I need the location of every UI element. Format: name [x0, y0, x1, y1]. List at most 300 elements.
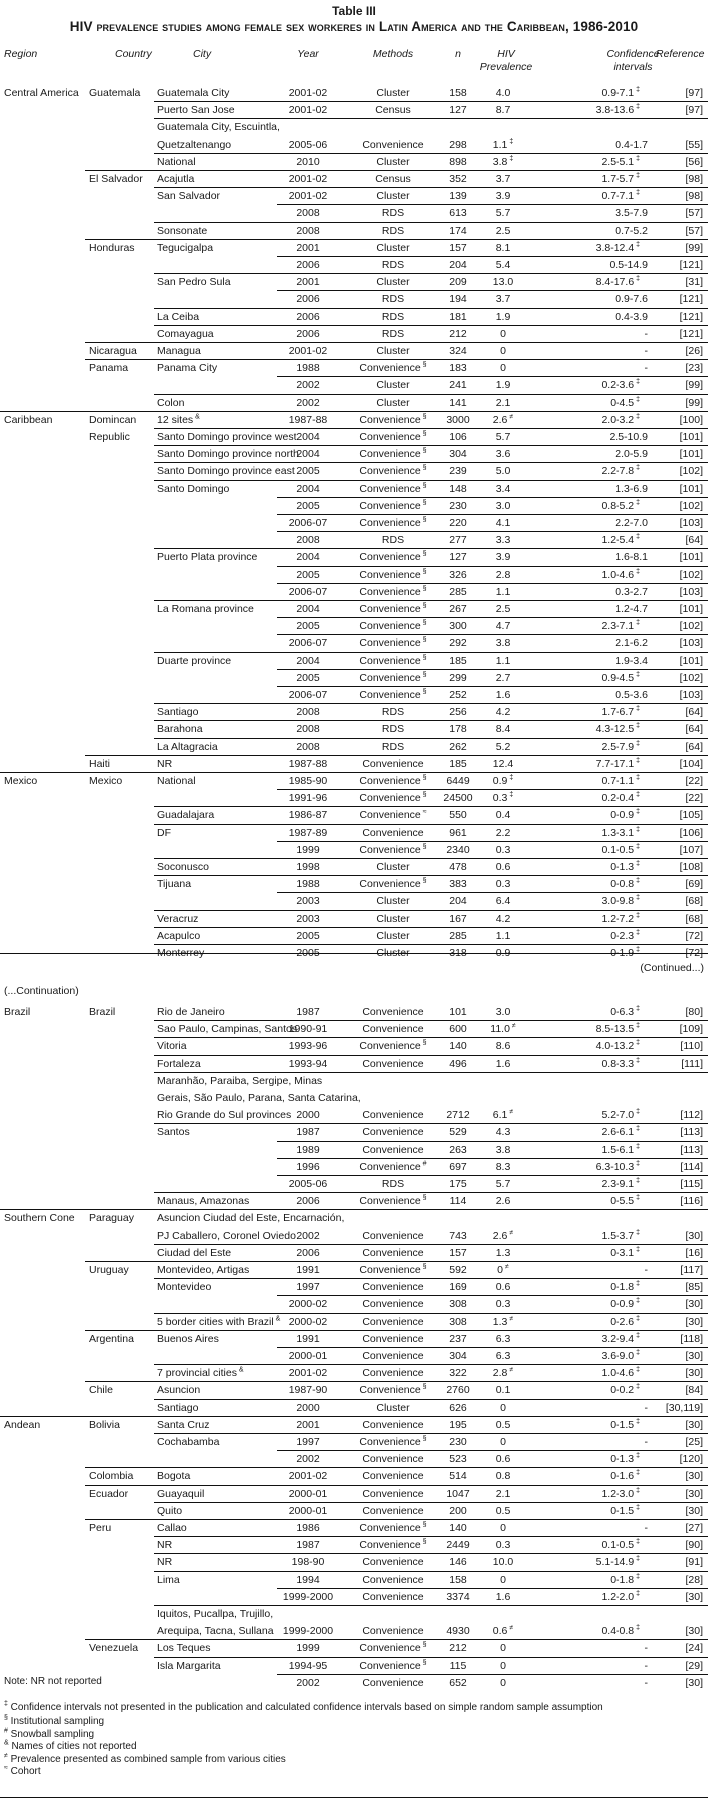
confidence-interval-cell [645, 1400, 649, 1416]
year-cell-text: 2000-01 [288, 1350, 328, 1362]
confidence-interval-cell [601, 1623, 640, 1639]
confidence-interval-cell-text: 0-0.2 [610, 1384, 635, 1397]
hiv-prevalence-cell [478, 463, 528, 479]
n-cell [433, 549, 483, 565]
method-cell-text: Convenience [359, 1659, 421, 1672]
city-cell-text: Santo Domingo [157, 482, 230, 495]
footnote-text: Prevalence presented as combined sample from various cities [7, 1753, 286, 1765]
city-cell-text: Cochabamba [157, 1436, 220, 1448]
method-cell-text: Convenience [362, 1229, 424, 1242]
method-cell [348, 739, 438, 755]
method-cell-text: Convenience [362, 1246, 424, 1259]
reference-cell [680, 670, 703, 686]
country-cell [89, 756, 110, 772]
hiv-prevalence-cell-text: 0.4 [495, 809, 511, 822]
year-cell [268, 1314, 348, 1330]
confidence-interval-cell [601, 618, 640, 634]
confidence-interval-cell [610, 1417, 640, 1433]
n-cell-text: 300 [449, 620, 467, 633]
confidence-interval-cell-text: - [644, 362, 648, 375]
method-footnote-marker: § [420, 619, 427, 627]
hiv-prevalence-cell [478, 618, 528, 634]
city-cell-text: Barahona [157, 723, 203, 736]
method-cell-text: Convenience [359, 585, 421, 598]
confidence-interval-cell [645, 1262, 649, 1278]
reference-cell-text: [114] [680, 1160, 703, 1173]
confidence-interval-cell [601, 704, 640, 720]
n-cell-text: 148 [449, 482, 467, 495]
confidence-interval-cell-text: - [644, 1642, 648, 1655]
confidence-interval-cell [601, 1056, 640, 1072]
reference-cell [680, 446, 703, 462]
header-year: Year [297, 48, 319, 60]
country-cell-text: Ecuador [89, 1487, 129, 1500]
confidence-interval-cell-text: 1.6-8.1 [615, 551, 648, 564]
city-cell [157, 859, 209, 875]
n-cell-text: 322 [449, 1367, 467, 1380]
country-cell-text: El Salvador [89, 173, 143, 185]
year-cell-text: 1994 [296, 1573, 320, 1586]
reference-cell [685, 1004, 703, 1020]
reference-cell-text: [102] [679, 671, 703, 684]
hiv-prevalence-cell [478, 188, 528, 204]
hiv-prevalence-cell [478, 1228, 528, 1244]
confidence-interval-cell-text: 1.5-6.1 [601, 1143, 635, 1156]
confidence-interval-cell [601, 85, 640, 101]
n-cell-text: 220 [449, 517, 467, 529]
method-footnote-marker: § [420, 1659, 427, 1667]
year-cell [268, 85, 348, 101]
hiv-prevalence-cell [478, 1056, 528, 1072]
year-cell [268, 739, 348, 755]
country-cell [89, 360, 128, 376]
reference-cell [685, 911, 703, 927]
hiv-prevalence-cell [478, 704, 528, 720]
year-cell [268, 1675, 348, 1691]
n-cell-text: 157 [449, 1246, 467, 1259]
reference-cell-text: [29] [685, 1659, 703, 1672]
confidence-interval-cell-text: 2.5-10.9 [609, 431, 648, 443]
ci-footnote-marker: ‡ [634, 1160, 640, 1168]
year-cell [268, 360, 348, 376]
country-cell-text: Panama [89, 362, 129, 375]
n-cell-text: 613 [449, 207, 467, 220]
n-cell [433, 1038, 483, 1054]
hiv-prevalence-cell [478, 291, 528, 307]
year-cell [268, 137, 348, 153]
method-cell [348, 291, 438, 307]
n-cell [433, 1623, 483, 1639]
reference-cell [685, 739, 703, 755]
country-cell [89, 1468, 133, 1484]
year-cell [268, 326, 348, 342]
reference-cell-text: [57] [685, 224, 703, 237]
year-cell [268, 1004, 348, 1020]
hiv-prevalence-cell-text: 3.8 [495, 1143, 511, 1156]
method-cell-text: Convenience [362, 826, 424, 839]
reference-cell-text: [120] [679, 1453, 703, 1466]
method-cell [348, 790, 438, 806]
header-methods: Methods [372, 48, 414, 60]
confidence-interval-cell-text: 0.4-1.7 [615, 138, 648, 151]
confidence-interval-cell [615, 584, 648, 600]
confidence-interval-cell-text: 3.2-9.4 [601, 1332, 635, 1345]
year-cell-text: 1996 [296, 1160, 320, 1173]
hiv-prevalence-cell [478, 1262, 528, 1278]
reference-cell-text: [25] [685, 1436, 703, 1448]
n-cell [433, 223, 483, 239]
reference-cell-text: [30] [685, 1350, 703, 1362]
reference-cell [685, 360, 703, 376]
confidence-interval-cell-text: 0.4-3.9 [615, 310, 648, 323]
confidence-interval-cell [601, 1348, 640, 1364]
year-cell-text: 2001-02 [288, 1470, 328, 1483]
method-footnote-marker: § [420, 499, 427, 507]
year-cell-text: 2000 [296, 1109, 320, 1122]
reference-cell [680, 498, 703, 514]
reference-cell [680, 1451, 703, 1467]
n-cell-text: 204 [449, 895, 467, 908]
confidence-interval-cell [601, 567, 640, 583]
reference-cell [685, 1520, 703, 1536]
reference-cell [680, 756, 703, 772]
method-cell [348, 377, 438, 393]
reference-cell-text: [121] [679, 293, 703, 306]
city-cell-text: Colon [157, 396, 185, 409]
reference-cell [680, 1176, 703, 1192]
method-cell-text: Convenience [359, 1642, 421, 1655]
confidence-interval-cell [601, 739, 640, 755]
year-cell-text: 2006 [296, 327, 320, 340]
method-cell [348, 463, 438, 479]
method-cell-text: Cluster [376, 241, 410, 254]
reference-cell-text: [16] [685, 1246, 703, 1259]
n-cell-text: 550 [449, 809, 467, 822]
hiv-prevalence-cell-text: 1.1 [495, 654, 511, 667]
confidence-interval-cell-text: 0.9-4.5 [601, 671, 635, 684]
confidence-interval-cell-text: 8.5-13.5 [595, 1023, 635, 1036]
method-footnote-marker: § [420, 688, 427, 696]
ci-footnote-marker: ‡ [634, 1504, 640, 1512]
hiv-prevalence-cell [478, 532, 528, 548]
method-cell [348, 601, 438, 617]
year-cell [268, 670, 348, 686]
method-cell [348, 1228, 438, 1244]
reference-cell-text: [30] [685, 1487, 703, 1500]
confidence-interval-cell [596, 1159, 640, 1175]
method-cell-text: Census [375, 173, 411, 185]
year-cell [268, 429, 348, 445]
city-cell-text: Asuncion [157, 1384, 201, 1397]
region-cell-text: Southern Cone [4, 1212, 75, 1225]
reference-cell-text: [80] [685, 1006, 703, 1018]
reference-cell [680, 412, 703, 428]
city-cell-text: Puerto San Jose [157, 104, 235, 117]
n-cell-text: 298 [449, 138, 467, 151]
country-cell [89, 85, 140, 101]
reference-cell-text: [55] [685, 138, 703, 151]
year-cell-text: 1993-96 [288, 1040, 328, 1053]
city-cell-text: Monterrey [157, 947, 205, 959]
reference-cell-text: [90] [685, 1539, 703, 1552]
footnote-symbol: ≠ [4, 1752, 8, 1760]
n-cell-text: 2449 [446, 1539, 470, 1552]
ci-footnote-marker: ‡ [634, 1487, 640, 1495]
reference-cell [685, 1503, 703, 1519]
n-cell-text: 299 [449, 671, 467, 684]
n-cell [433, 773, 483, 789]
year-cell-text: 1997 [296, 1281, 320, 1294]
n-cell-text: 529 [449, 1126, 467, 1139]
n-cell [433, 670, 483, 686]
n-cell [433, 1107, 483, 1123]
reference-cell-text: [64] [685, 534, 703, 547]
city-cell [157, 1572, 180, 1588]
method-cell-text: Convenience [359, 431, 421, 443]
confidence-interval-cell [601, 1142, 640, 1158]
city-cell [157, 171, 194, 187]
city-cell [157, 154, 196, 170]
confidence-interval-cell [645, 1675, 649, 1691]
hiv-prevalence-cell [478, 670, 528, 686]
method-cell-text: Cluster [376, 276, 410, 289]
n-cell-text: 158 [449, 87, 467, 99]
reference-cell [666, 1400, 703, 1416]
method-cell-text: Convenience [362, 1418, 424, 1431]
hiv-prevalence-cell-text: 8.1 [495, 241, 511, 254]
confidence-interval-cell-text: 0-1.6 [610, 1470, 635, 1483]
reference-cell [685, 893, 703, 909]
ci-footnote-marker: ‡ [634, 1125, 640, 1133]
n-cell [433, 739, 483, 755]
table-bottom-rule-part1 [0, 953, 708, 954]
method-cell [348, 1503, 438, 1519]
reference-cell [680, 635, 703, 651]
confidence-interval-cell-text: 0.2-0.4 [601, 792, 635, 805]
reference-cell [685, 1417, 703, 1433]
hiv-footnote-marker: ‡ [507, 791, 514, 799]
country-cell [89, 1640, 138, 1656]
city-cell-text: Isla Margarita [157, 1659, 221, 1672]
hiv-prevalence-cell [478, 360, 528, 376]
reference-cell-text: [121] [679, 259, 703, 271]
method-cell-text: Convenience [359, 878, 421, 891]
year-cell [268, 704, 348, 720]
method-cell [348, 1124, 438, 1140]
n-cell-text: 175 [449, 1178, 467, 1190]
reference-cell [680, 463, 703, 479]
method-footnote-marker: § [420, 671, 427, 679]
footnote-symbol: & [4, 1739, 9, 1747]
confidence-interval-cell-text: 0-1.5 [610, 1504, 635, 1517]
year-cell-text: 1989 [296, 1143, 320, 1156]
n-cell [433, 395, 483, 411]
ci-footnote-marker: ‡ [634, 1555, 640, 1563]
hiv-prevalence-cell-text: 3.9 [495, 551, 511, 564]
confidence-interval-cell [615, 446, 648, 462]
hiv-prevalence-cell-text: 0 [500, 1659, 506, 1672]
method-cell-text: Convenience [359, 603, 421, 615]
country-cell [89, 1417, 120, 1433]
year-cell [268, 532, 348, 548]
continuation-label: (...Continuation) [4, 985, 79, 997]
hiv-prevalence-cell-text: 0.5 [495, 1418, 511, 1431]
city-cell [157, 1193, 249, 1209]
reference-cell [685, 377, 703, 393]
confidence-interval-cell [610, 1451, 640, 1467]
ci-footnote-marker: ‡ [634, 1590, 640, 1598]
n-cell [433, 429, 483, 445]
n-cell-text: 157 [449, 241, 467, 254]
ci-footnote-marker: ‡ [634, 378, 640, 386]
reference-cell-text: [68] [685, 895, 703, 908]
city-cell-text: Callao [157, 1522, 187, 1534]
country-cell-text: Argentina [89, 1332, 134, 1345]
reference-cell [685, 1296, 703, 1312]
ci-footnote-marker: ‡ [634, 671, 640, 679]
city-cell-text: Santos [157, 1126, 190, 1139]
year-cell [268, 773, 348, 789]
n-cell [433, 1296, 483, 1312]
reference-cell-text: [30] [685, 1298, 703, 1311]
hiv-prevalence-cell [478, 1675, 528, 1691]
method-cell [348, 102, 438, 118]
hiv-prevalence-cell-text: 2.2 [495, 826, 511, 839]
reference-cell [680, 825, 703, 841]
confidence-interval-cell-text: 0-5.5 [610, 1195, 635, 1208]
hiv-prevalence-cell [478, 653, 528, 669]
confidence-interval-cell [645, 1640, 649, 1656]
confidence-interval-cell-text: 2.2-7.8 [601, 465, 635, 478]
year-cell [268, 1503, 348, 1519]
n-cell [433, 498, 483, 514]
n-cell-text: 285 [449, 585, 467, 598]
reference-cell-text: [109] [679, 1023, 703, 1036]
ci-footnote-marker: ‡ [634, 757, 640, 765]
n-cell-text: 626 [449, 1401, 467, 1414]
hiv-prevalence-cell [478, 205, 528, 221]
ci-footnote-marker: ‡ [634, 929, 640, 937]
city-cell [157, 326, 214, 342]
ci-footnote-marker: ‡ [634, 1573, 640, 1581]
n-cell-text: 115 [449, 1659, 467, 1672]
method-cell-text: Convenience [362, 1590, 424, 1603]
city-cell [157, 1004, 225, 1020]
method-cell-text: Convenience [359, 843, 421, 856]
confidence-interval-cell-text: - [644, 327, 648, 340]
method-cell [348, 911, 438, 927]
confidence-interval-cell-text: 0-1.8 [610, 1281, 635, 1294]
country-cell [89, 1210, 134, 1226]
hiv-prevalence-cell [478, 1537, 528, 1553]
city-cell-text: Arequipa, Tacna, Sullana [157, 1625, 274, 1638]
confidence-interval-cell [601, 188, 640, 204]
year-cell-text: 1994-95 [288, 1659, 328, 1672]
footnote-text: Names of cities not reported [8, 1741, 137, 1752]
hiv-prevalence-cell [478, 756, 528, 772]
year-cell-text: 2005 [296, 568, 320, 581]
country-cell-text: Colombia [89, 1470, 134, 1483]
confidence-interval-cell-text: 1.5-3.7 [601, 1229, 635, 1242]
method-footnote-marker: ≈ [420, 808, 427, 816]
city-cell [157, 1245, 231, 1261]
country-cell [89, 171, 143, 187]
ci-footnote-marker: ‡ [634, 1022, 640, 1030]
hiv-prevalence-cell-text: 0.3 [495, 1298, 511, 1311]
hiv-prevalence-cell [478, 429, 528, 445]
n-cell [433, 1520, 483, 1536]
reference-cell-text: [30] [685, 1625, 703, 1638]
table-label: Table III [332, 4, 376, 18]
confidence-interval-cell-text: - [644, 1659, 648, 1672]
reference-cell [685, 1468, 703, 1484]
reference-cell-text: [99] [685, 379, 703, 392]
method-cell-text: Convenience [359, 620, 421, 633]
hiv-prevalence-cell-text: 0.6 [495, 1281, 511, 1294]
n-cell [433, 567, 483, 583]
hiv-prevalence-cell [478, 876, 528, 892]
method-cell [348, 1107, 438, 1123]
method-cell [348, 481, 438, 497]
reference-cell-text: [64] [685, 706, 703, 719]
city-cell-text: Santiago [157, 706, 199, 719]
hiv-prevalence-cell-text: 2.6 [492, 413, 508, 426]
ci-footnote-marker: ‡ [634, 1057, 640, 1065]
method-cell-text: Convenience [359, 1040, 421, 1053]
method-cell-text: Convenience [362, 1504, 424, 1517]
year-cell [268, 1262, 348, 1278]
country-cell-text: Venezuela [89, 1642, 139, 1655]
n-cell-text: 600 [449, 1023, 467, 1036]
method-cell-text: Convenience [359, 413, 421, 426]
reference-cell [680, 1021, 703, 1037]
confidence-interval-cell-text: 1.2-7.2 [601, 912, 635, 925]
year-cell [268, 481, 348, 497]
ci-footnote-marker: ‡ [634, 791, 640, 799]
hiv-prevalence-cell [478, 274, 528, 290]
city-cell [157, 1262, 249, 1278]
method-cell-text: Cluster [376, 87, 410, 99]
city-cell-text: National [157, 155, 196, 168]
hiv-prevalence-cell [478, 1417, 528, 1433]
confidence-interval-cell [601, 1589, 640, 1605]
hiv-prevalence-cell [478, 584, 528, 600]
year-cell [268, 188, 348, 204]
n-cell [433, 601, 483, 617]
year-cell-text: 1991 [296, 1264, 320, 1276]
reference-cell-text: [30] [685, 1367, 703, 1380]
ci-footnote-marker: ‡ [634, 877, 640, 885]
method-footnote-marker: § [420, 550, 427, 558]
city-cell [157, 773, 196, 789]
confidence-interval-cell-text: - [644, 1401, 648, 1414]
hiv-prevalence-cell [478, 1193, 528, 1209]
hiv-prevalence-cell [478, 635, 528, 651]
city-cell-text: Asuncion Ciudad del Este, Encarnación, [157, 1212, 345, 1225]
method-cell-text: Convenience [362, 1315, 424, 1328]
reference-cell [680, 1331, 703, 1347]
confidence-interval-cell [610, 859, 640, 875]
confidence-interval-cell [601, 670, 640, 686]
n-cell-text: 178 [449, 723, 467, 736]
method-footnote-marker: § [420, 464, 427, 472]
confidence-interval-cell-text: 2.0-3.2 [601, 413, 635, 426]
confidence-interval-cell [645, 1520, 649, 1536]
method-cell [348, 205, 438, 221]
ci-footnote-marker: ‡ [634, 826, 640, 834]
method-cell [348, 1554, 438, 1570]
confidence-interval-cell-text: 0-1.9 [610, 947, 635, 959]
